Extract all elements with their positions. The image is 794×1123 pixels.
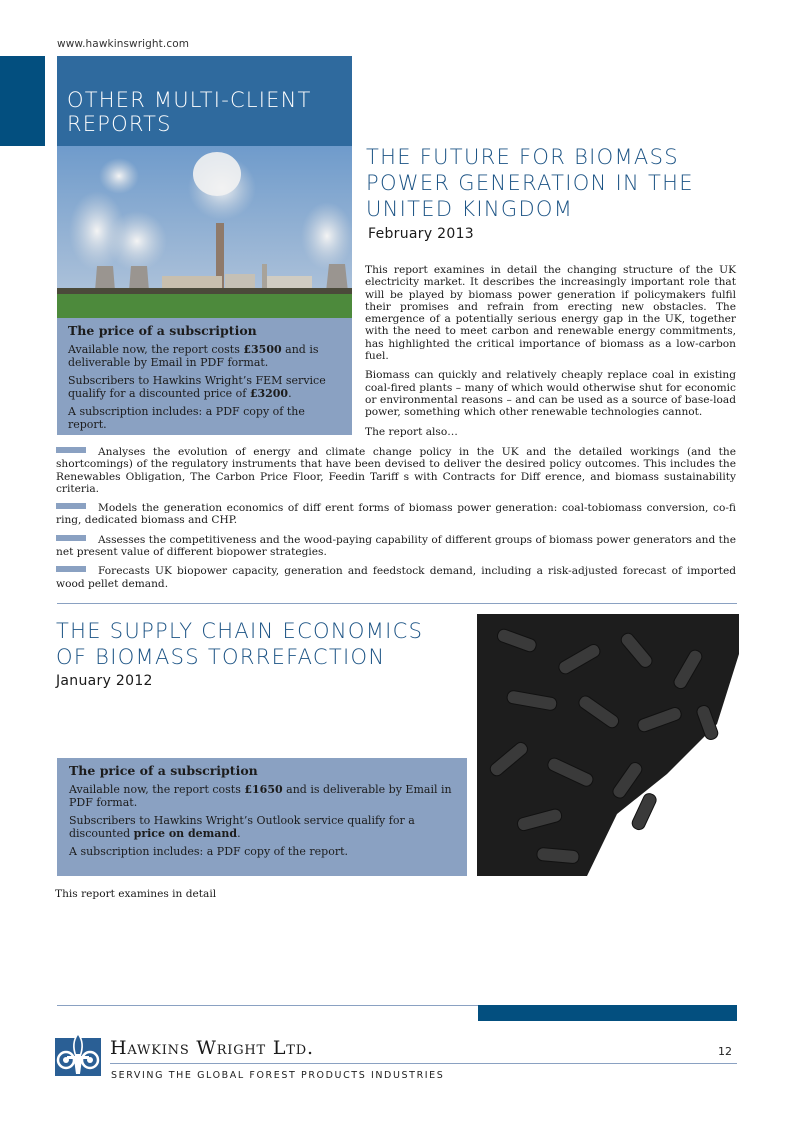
bullet-item: Models the generation economics of diff erent forms of biomass power generation: coal-tobiomass conversion, co-fi ring, dedicated biomass and CHP. bbox=[56, 502, 736, 527]
description-paragraph: Biomass can quickly and relatively cheaply replace coal in existing coal-fired plants – many of which would otherwise shut for economic or environmental reasons – and can be used as a source of base-load power, something which other renewable technologies cannot. bbox=[365, 369, 736, 419]
report-date: February 2013 bbox=[368, 226, 475, 242]
price-amount: £1650 bbox=[244, 783, 283, 796]
report-title bbox=[366, 144, 746, 222]
price-availability: Available now, the report costs £3500 and is deliverable by Email in PDF format. bbox=[68, 343, 319, 369]
report-title-line: OF BIOMASS TORREFACTION bbox=[56, 645, 386, 669]
discount-amount: price on demand bbox=[133, 827, 238, 840]
report-date: January 2012 bbox=[56, 673, 153, 689]
price-discount: Subscribers to Hawkins Wright’s FEM service qualify for a discounted price of £3200. bbox=[68, 374, 326, 400]
company-name: Hawkins Wright Ltd. bbox=[110, 1037, 314, 1059]
report-bullet-list bbox=[56, 446, 736, 597]
price-discount: Subscribers to Hawkins Wright’s Outlook service qualify for a discounted price on demand. bbox=[69, 814, 415, 840]
footer-rule bbox=[110, 1063, 737, 1064]
bullet-marker-icon bbox=[56, 503, 86, 509]
company-tagline: SERVING THE GLOBAL FOREST PRODUCTS INDUSTRIES bbox=[111, 1070, 445, 1081]
price-box-title: The price of a subscription bbox=[68, 323, 257, 338]
report-description: This report examines in detail bbox=[55, 888, 217, 900]
subscription-price-box bbox=[57, 318, 352, 435]
description-paragraph: This report examines in detail the changing structure of the UK electricity market. It describes the increasingly important role that will be played by biomass power generation if policymakers fulfil their promises and refrain from erecting new obstacles. The emergence of a potentially serious energy gap in the UK, together with the need to meet carbon and renewable energy commitments, has highlighted the critical importance of biomass as a low-carbon fuel. bbox=[365, 264, 736, 363]
footer-rule bbox=[57, 1005, 478, 1006]
fleur-de-lis-logo-icon bbox=[55, 1032, 101, 1078]
side-accent-block bbox=[0, 56, 45, 146]
discount-amount: £3200 bbox=[249, 387, 289, 400]
report-title-line: UNITED KINGDOM bbox=[366, 197, 574, 221]
price-includes: A subscription includes: a PDF copy of the report. bbox=[68, 405, 305, 431]
report-title-line: THE FUTURE FOR BIOMASS bbox=[366, 145, 679, 169]
section-title bbox=[67, 88, 342, 136]
subscription-price-box bbox=[57, 758, 467, 876]
section-header-box bbox=[57, 56, 352, 146]
bullet-item: Analyses the evolution of energy and climate change policy in the UK and the detailed workings (and the shortcomings) of the regulatory instruments that have been devised to deliver the desired policy outcomes. This includes the Renewables Obligation, The Carbon Price Floor, Feedin Tariff s with Contracts for Diff erence, and biomass sustainability criteria. bbox=[56, 446, 736, 495]
bullet-marker-icon bbox=[56, 447, 86, 453]
price-amount: £3500 bbox=[243, 343, 282, 356]
report-title bbox=[56, 618, 476, 670]
power-station-photo bbox=[57, 146, 352, 318]
bullet-marker-icon bbox=[56, 535, 86, 541]
report-title-line: POWER GENERATION IN THE bbox=[366, 171, 694, 195]
report-description bbox=[365, 264, 736, 445]
price-availability: Available now, the report costs £1650 and is deliverable by Email in PDF format. bbox=[69, 783, 452, 809]
section-title-line1: OTHER MULTI-CLIENT bbox=[67, 88, 312, 112]
torrefied-pellets-photo bbox=[477, 614, 739, 876]
description-paragraph: The report also… bbox=[365, 425, 458, 438]
footer-accent-bar bbox=[478, 1005, 737, 1021]
report-title-line: THE SUPPLY CHAIN ECONOMICS bbox=[56, 619, 424, 643]
section-divider bbox=[57, 603, 737, 604]
website-url[interactable]: www.hawkinswright.com bbox=[57, 38, 190, 50]
price-includes: A subscription includes: a PDF copy of the report. bbox=[69, 845, 348, 858]
price-box-title: The price of a subscription bbox=[69, 763, 258, 778]
section-title-line2: REPORTS bbox=[67, 112, 172, 136]
bullet-item: Forecasts UK biopower capacity, generation and feedstock demand, including a risk-adjusted forecast of imported wood pellet demand. bbox=[56, 565, 736, 590]
bullet-item: Assesses the competitiveness and the wood-paying capability of different groups of biomass power generators and the net present value of different biopower strategies. bbox=[56, 533, 736, 559]
bullet-marker-icon bbox=[56, 566, 86, 572]
page-number: 12 bbox=[718, 1045, 732, 1058]
